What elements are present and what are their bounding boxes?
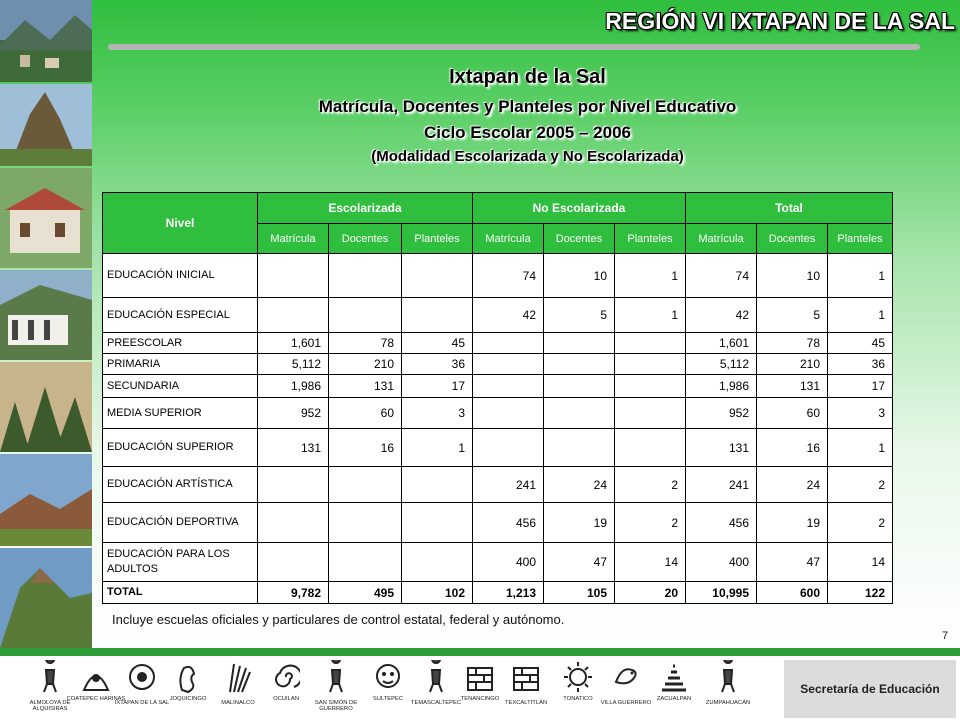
- sub-header-2: Planteles: [402, 224, 473, 254]
- table-cell: [258, 254, 329, 298]
- table-cell: 1: [615, 298, 686, 333]
- table-cell: 400: [686, 543, 757, 582]
- modality-note: (Modalidad Escolarizada y No Escolarizada): [371, 148, 684, 165]
- row-label: EDUCACIÓN INICIAL: [103, 254, 258, 298]
- table-row: [103, 398, 893, 429]
- table-cell: 42: [686, 298, 757, 333]
- table-cell: [402, 254, 473, 298]
- total-row: [103, 582, 893, 604]
- page-subtitle: Matrícula, Docentes y Planteles por Nivel Educativo: [318, 97, 737, 116]
- table-cell: 19: [757, 503, 828, 543]
- table-cell: 45: [828, 333, 893, 354]
- table-row: [103, 429, 893, 467]
- table-cell: 47: [544, 543, 615, 582]
- municipality-name: TEMASCALTEPEC: [410, 700, 462, 706]
- table-cell: 3: [828, 398, 893, 429]
- table-row: [103, 333, 893, 354]
- table-cell: 1: [828, 254, 893, 298]
- table-cell: 45: [402, 333, 473, 354]
- table-cell: 42: [473, 298, 544, 333]
- municipality-name: ZACUALPAN: [656, 696, 692, 702]
- sub-header-5: Planteles: [615, 224, 686, 254]
- table-cell: [258, 503, 329, 543]
- row-label: TOTAL: [103, 582, 258, 604]
- table-cell: 14: [615, 543, 686, 582]
- table-cell: [329, 298, 402, 333]
- page-title: Ixtapan de la Sal: [449, 66, 606, 88]
- table-cell: [329, 467, 402, 503]
- table-cell: [473, 354, 544, 375]
- table-cell: [544, 398, 615, 429]
- table-cell: 10: [544, 254, 615, 298]
- table-cell: 2: [828, 467, 893, 503]
- group-header-total: Total: [686, 193, 893, 224]
- school-cycle: Ciclo Escolar 2005 – 2006: [424, 123, 631, 142]
- secretaria-label: Secretaría de Educación: [784, 660, 956, 718]
- table-row: [103, 375, 893, 398]
- table-cell: 495: [329, 582, 402, 604]
- row-label: MEDIA SUPERIOR: [103, 398, 258, 429]
- row-label: EDUCACIÓN PARA LOS ADULTOS: [103, 543, 258, 582]
- table-cell: 456: [686, 503, 757, 543]
- table-cell: 1: [402, 429, 473, 467]
- table-cell: [402, 298, 473, 333]
- photo-town-mountains: [0, 0, 92, 82]
- municipality-13: [646, 656, 702, 720]
- table-cell: 60: [329, 398, 402, 429]
- table-cell: 1: [828, 429, 893, 467]
- table-cell: 102: [402, 582, 473, 604]
- table-cell: 5,112: [686, 354, 757, 375]
- table-cell: 5,112: [258, 354, 329, 375]
- table-cell: [473, 429, 544, 467]
- sub-header-7: Docentes: [757, 224, 828, 254]
- sub-header-4: Docentes: [544, 224, 615, 254]
- table-cell: 10: [757, 254, 828, 298]
- table-cell: 1,601: [686, 333, 757, 354]
- table-cell: 16: [757, 429, 828, 467]
- table-cell: 2: [828, 503, 893, 543]
- municipality-name: TONATICO: [563, 696, 593, 702]
- table-cell: 9,782: [258, 582, 329, 604]
- region-title: REGIÓN VI IXTAPAN DE LA SAL: [605, 8, 955, 34]
- table-cell: [258, 298, 329, 333]
- table-cell: 131: [258, 429, 329, 467]
- table-cell: [402, 503, 473, 543]
- table-cell: 131: [757, 375, 828, 398]
- sub-header-6: Matrícula: [686, 224, 757, 254]
- municipality-name: VILLA GUERRERO: [600, 700, 652, 706]
- table-cell: 400: [473, 543, 544, 582]
- table-cell: [615, 354, 686, 375]
- table-cell: [473, 398, 544, 429]
- table-cell: 60: [757, 398, 828, 429]
- photo-plaza: [0, 270, 92, 360]
- municipality-name: SULTEPEC: [372, 696, 404, 702]
- table-cell: 210: [329, 354, 402, 375]
- footnote: Incluye escuelas oficiales y particulares de control estatal, federal y autónomo.: [112, 612, 565, 627]
- table-cell: [615, 333, 686, 354]
- table-cell: 1,213: [473, 582, 544, 604]
- row-label: PREESCOLAR: [103, 333, 258, 354]
- photo-valley: [0, 454, 92, 546]
- table-cell: 1,986: [686, 375, 757, 398]
- table-cell: 241: [686, 467, 757, 503]
- municipality-name: TEXCALTITLÁN: [504, 700, 548, 706]
- sub-header-0: Matrícula: [258, 224, 329, 254]
- glyph-hand-icon: [160, 660, 216, 694]
- municipality-name: OCUILAN: [273, 696, 299, 702]
- table-cell: 952: [258, 398, 329, 429]
- table-cell: [544, 333, 615, 354]
- table-cell: [258, 467, 329, 503]
- municipality-name: ZUMPAHUACÁN: [705, 700, 751, 706]
- table-row: [103, 503, 893, 543]
- table-row: [103, 254, 893, 298]
- table-cell: [473, 333, 544, 354]
- row-label: EDUCACIÓN SUPERIOR: [103, 429, 258, 467]
- table-cell: [544, 375, 615, 398]
- table-cell: 1: [615, 254, 686, 298]
- table-cell: [544, 429, 615, 467]
- table-cell: 2: [615, 503, 686, 543]
- municipality-14: [700, 656, 756, 720]
- photo-rock-peak: [0, 84, 92, 166]
- glyph-stairs-icon: [646, 660, 702, 694]
- table-cell: 74: [473, 254, 544, 298]
- municipality-10: [498, 656, 554, 720]
- table-cell: 241: [473, 467, 544, 503]
- row-label: EDUCACIÓN ESPECIAL: [103, 298, 258, 333]
- municipality-name: COATEPEC HARINAS: [66, 696, 126, 702]
- table-cell: 47: [757, 543, 828, 582]
- nivel-header: Nivel: [103, 193, 258, 254]
- table-cell: 456: [473, 503, 544, 543]
- table-cell: 10,995: [686, 582, 757, 604]
- table-cell: 36: [402, 354, 473, 375]
- table-cell: [544, 354, 615, 375]
- table-cell: 600: [757, 582, 828, 604]
- table-cell: 78: [757, 333, 828, 354]
- table-cell: [473, 375, 544, 398]
- table-cell: 1,601: [258, 333, 329, 354]
- table-cell: 122: [828, 582, 893, 604]
- photo-strip: [0, 0, 95, 648]
- municipality-name: TENANCINGO: [460, 696, 500, 702]
- page-number: 7: [942, 630, 949, 642]
- table-cell: 17: [402, 375, 473, 398]
- municipality-name: ALMOLOYA DE ALQUISIRAS: [29, 700, 71, 712]
- municipality-name: IXTAPAN DE LA SAL: [114, 700, 170, 706]
- glyph-figure-icon: [700, 660, 756, 694]
- sub-header-1: Docentes: [329, 224, 402, 254]
- table-cell: 24: [544, 467, 615, 503]
- row-label: SECUNDARIA: [103, 375, 258, 398]
- table-cell: [329, 254, 402, 298]
- glyph-figure-icon: [308, 660, 364, 694]
- table-cell: 20: [615, 582, 686, 604]
- table-cell: [329, 503, 402, 543]
- table-cell: 131: [329, 375, 402, 398]
- table-cell: 2: [615, 467, 686, 503]
- municipality-3: [160, 656, 216, 720]
- table-cell: 3: [402, 398, 473, 429]
- table-row: [103, 298, 893, 333]
- table-cell: 5: [544, 298, 615, 333]
- table-cell: 19: [544, 503, 615, 543]
- photo-mountain: [0, 548, 92, 648]
- row-label: EDUCACIÓN DEPORTIVA: [103, 503, 258, 543]
- table-cell: 131: [686, 429, 757, 467]
- table-cell: [615, 398, 686, 429]
- education-table: [102, 192, 893, 604]
- table-cell: [615, 429, 686, 467]
- table-cell: 5: [757, 298, 828, 333]
- row-label: PRIMARIA: [103, 354, 258, 375]
- sub-header-3: Matrícula: [473, 224, 544, 254]
- table-cell: 16: [329, 429, 402, 467]
- table-cell: 36: [828, 354, 893, 375]
- table-cell: [402, 543, 473, 582]
- group-header-escolarizada: Escolarizada: [258, 193, 473, 224]
- table-cell: [615, 375, 686, 398]
- municipality-name: JOQUICINGO: [169, 696, 207, 702]
- table-cell: 1: [828, 298, 893, 333]
- table-row: [103, 543, 893, 582]
- glyph-wall-icon: [498, 660, 554, 694]
- table-cell: 952: [686, 398, 757, 429]
- table-cell: 105: [544, 582, 615, 604]
- table-cell: 14: [828, 543, 893, 582]
- glyph-spiral-icon: [258, 660, 314, 694]
- municipality-6: [308, 656, 364, 720]
- table-cell: 74: [686, 254, 757, 298]
- table-cell: 1,986: [258, 375, 329, 398]
- footer-bar: [0, 648, 960, 656]
- row-label: EDUCACIÓN ARTÍSTICA: [103, 467, 258, 503]
- table-cell: [402, 467, 473, 503]
- table-row: [103, 467, 893, 503]
- table-cell: 78: [329, 333, 402, 354]
- group-header-no-escolarizada: No Escolarizada: [473, 193, 686, 224]
- photo-building: [0, 168, 92, 268]
- table-cell: 24: [757, 467, 828, 503]
- table-cell: [329, 543, 402, 582]
- sub-header-8: Planteles: [828, 224, 893, 254]
- table-cell: 17: [828, 375, 893, 398]
- title-divider: [108, 44, 920, 50]
- photo-forest: [0, 362, 92, 452]
- municipality-name: MALINALCO: [221, 700, 255, 706]
- municipality-name: SAN SIMÓN DE GUERRERO: [314, 700, 358, 712]
- table-cell: 210: [757, 354, 828, 375]
- table-cell: [258, 543, 329, 582]
- table-row: [103, 354, 893, 375]
